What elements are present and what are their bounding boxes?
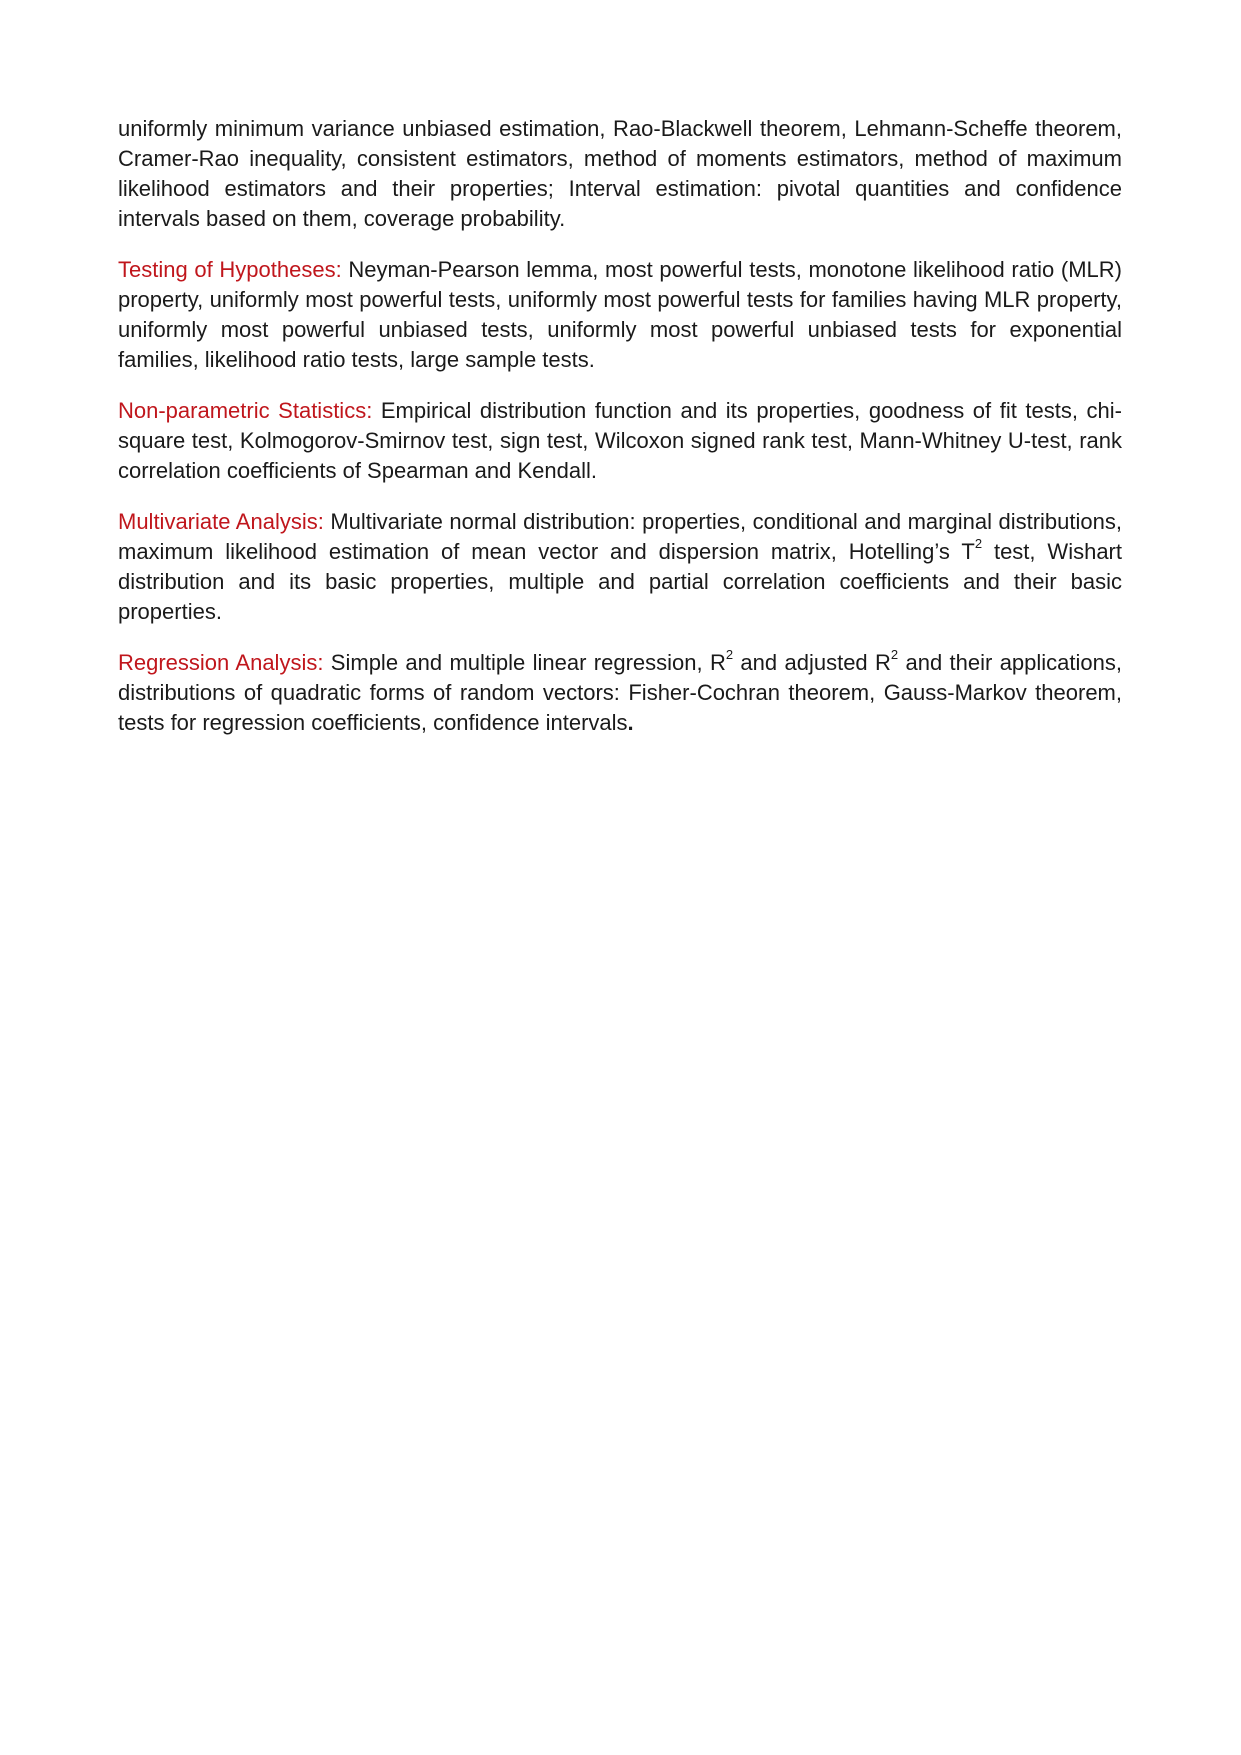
section-heading: Multivariate Analysis: [118, 509, 324, 534]
paragraph-text: and adjusted R [733, 650, 891, 675]
paragraph-text: Empirical distribution function and its properties, goodness of fit tests, chi-square test, Kolmogorov-Smirnov test, sign test, Wilcoxon signed rank test, Mann-Whitney U-test, rank correlation coefficients of Spearman and Kendall. [118, 398, 1122, 483]
paragraph-text: and their applications, distributions of quadratic forms of random vectors: Fisher-Cochran theorem, Gauss-Markov theorem, tests for regression coefficients, confidence intervals [118, 650, 1122, 735]
paragraph-text: Neyman-Pearson lemma, most powerful tests, monotone likelihood ratio (MLR) property, uniformly most powerful tests, uniformly most powerful tests for families having MLR property, uniformly most powerful unbiased tests, uniformly most powerful unbiased tests for exponential families, likelihood ratio tests, large sample tests. [118, 257, 1122, 372]
paragraph-estimation [118, 114, 1122, 234]
paragraph-multivariate-analysis [118, 507, 1122, 627]
superscript: 2 [725, 646, 734, 662]
paragraph-regression-analysis [118, 648, 1122, 738]
paragraph-text: Simple and multiple linear regression, R [323, 650, 726, 675]
paragraph-testing-of-hypotheses [118, 255, 1122, 375]
superscript: 2 [974, 535, 983, 551]
section-heading: Testing of Hypotheses: [118, 257, 342, 282]
paragraph-non-parametric-statistics [118, 396, 1122, 486]
section-heading: Regression Analysis: [118, 650, 324, 675]
section-heading: Non-parametric Statistics: [118, 398, 373, 423]
paragraph-text: Multivariate normal distribution: properties, conditional and marginal distributions, maximum likelihood estimation of mean vector and dispersion matrix, Hotelling’s T [118, 509, 1122, 564]
superscript: 2 [890, 646, 899, 662]
paragraph-text: test, Wishart distribution and its basic properties, multiple and partial correlation coefficients and their basic properties. [118, 539, 1122, 624]
end-mark: . [627, 710, 634, 735]
paragraph-text: uniformly minimum variance unbiased estimation, Rao-Blackwell theorem, Lehmann-Scheffe theorem, Cramer-Rao inequality, consistent estimators, method of moments estimators, method of maximum likelihood estimators and their properties; Interval estimation: pivotal quantities and confidence intervals based on them, coverage probability. [118, 116, 1122, 231]
document-page [118, 114, 1122, 759]
